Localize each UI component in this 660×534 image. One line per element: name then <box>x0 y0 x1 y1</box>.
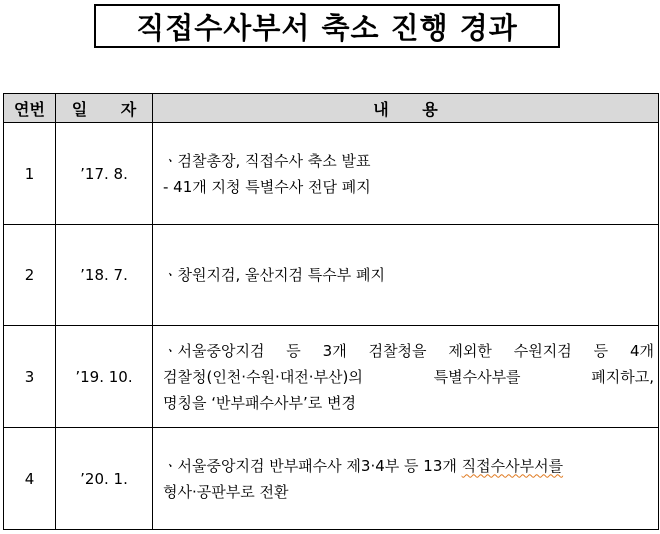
row-date: ’19. 10. <box>56 326 153 428</box>
row-content <box>153 123 659 225</box>
column-header-content: 내 용 <box>153 94 659 123</box>
table-row <box>4 428 659 530</box>
row-content <box>153 428 659 530</box>
row-date: ’20. 1. <box>56 428 153 530</box>
row-number: 4 <box>4 428 56 530</box>
column-header-date: 일 자 <box>56 94 153 123</box>
column-header-no: 연번 <box>4 94 56 123</box>
row-date: ’17. 8. <box>56 123 153 225</box>
content-line: 검찰청(인천·수원·대전·부산)의 특별수사부를 폐지하고, <box>163 367 654 386</box>
row-number: 2 <box>4 225 56 326</box>
content-line: 명칭을 ‘반부패수사부’로 변경 <box>163 393 356 412</box>
page-title: 직접수사부서 축소 진행 경과 <box>94 4 560 48</box>
row-content <box>153 326 659 428</box>
row-content <box>153 225 659 326</box>
content-line: - 41개 지청 특별수사 전담 폐지 <box>163 177 371 196</box>
table-row <box>4 225 659 326</box>
content-line: ㆍ서울중앙지검 등 3개 검찰청을 제외한 수원지검 등 4개 <box>163 341 654 360</box>
progress-table <box>3 93 659 530</box>
content-line: ㆍ검찰총장, 직접수사 축소 발표 <box>163 151 371 170</box>
spellcheck-underlined-word: 직접수사부서를 <box>461 456 564 475</box>
row-date: ’18. 7. <box>56 225 153 326</box>
row-number: 1 <box>4 123 56 225</box>
content-line: 형사·공판부로 전환 <box>163 482 289 501</box>
content-line: ㆍ창원지검, 울산지검 특수부 폐지 <box>163 266 385 284</box>
content-line <box>163 453 654 479</box>
row-number: 3 <box>4 326 56 428</box>
table-header-row <box>4 94 659 123</box>
table-row <box>4 123 659 225</box>
content-text: ㆍ서울중앙지검 반부패수사 제3·4부 등 13개 <box>163 456 462 475</box>
table-row <box>4 326 659 428</box>
